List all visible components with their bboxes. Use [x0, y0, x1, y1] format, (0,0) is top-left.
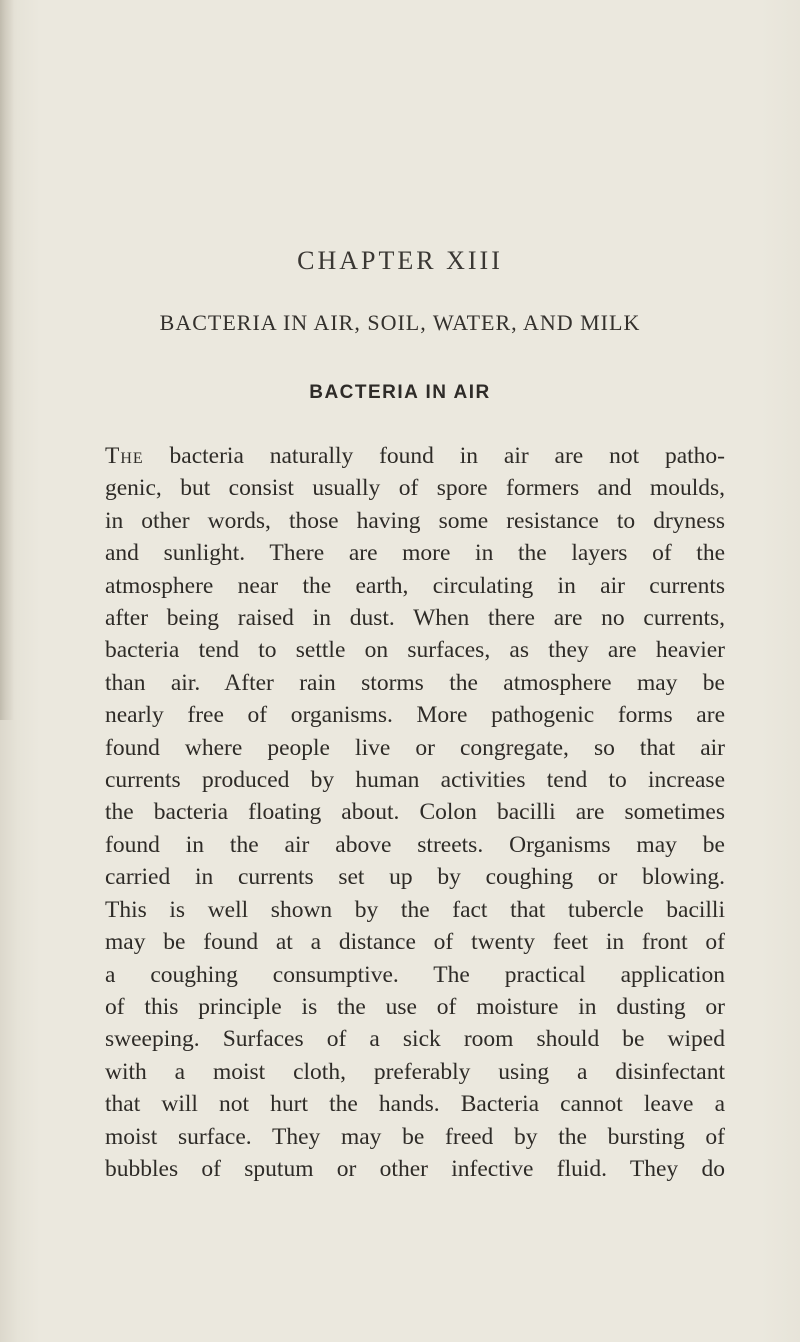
text-line-6: after being raised in dust. When there are no currents, — [105, 605, 725, 632]
text-line-14: carried in currents set up by coughing or blowing. — [105, 864, 725, 891]
text-line-23: bubbles of sputum or other infective fluid. They do — [105, 1155, 725, 1182]
text-line-18: of this principle is the use of moisture in dusting or — [105, 993, 725, 1020]
text-line-19: sweeping. Surfaces of a sick room should be wiped — [105, 1026, 725, 1053]
text-line-15: This is well shown by the fact that tubercle bacilli — [105, 896, 725, 923]
text-line-7: bacteria tend to settle on surfaces, as they are heavier — [105, 637, 725, 664]
text-line-8: than air. After rain storms the atmosphere may be — [105, 669, 725, 696]
text-line-3: in other words, those having some resistance to dryness — [105, 507, 725, 534]
text-line-21: that will not hurt the hands. Bacteria cannot leave a — [105, 1091, 725, 1118]
section-heading: BACTERIA IN AIR — [309, 382, 491, 403]
chapter-number: CHAPTER XIII — [297, 246, 503, 275]
text-line-20: with a moist cloth, preferably using a disinfectant — [105, 1058, 725, 1085]
drop-word: The — [105, 443, 144, 469]
text-line-1-rest: bacteria naturally found in air are not patho- — [143, 443, 725, 469]
chapter-title: BACTERIA IN AIR, SOIL, WATER, AND MILK — [159, 310, 641, 335]
text-line-1 — [105, 440, 725, 472]
text-line-2: genic, but consist usually of spore formers and moulds, — [105, 475, 725, 502]
text-line-5: atmosphere near the earth, circulating in air currents — [105, 572, 725, 599]
text-line-16: may be found at a distance of twenty feet in front of — [105, 929, 725, 956]
text-line-22: moist surface. They may be freed by the bursting of — [105, 1123, 725, 1150]
body-paragraph — [105, 440, 725, 1185]
text-line-9: nearly free of organisms. More pathogenic forms are — [105, 702, 725, 729]
text-line-13: found in the air above streets. Organisms may be — [105, 831, 725, 858]
text-line-4: and sunlight. There are more in the layers of the — [105, 540, 725, 567]
text-line-11: currents produced by human activities tend to increase — [105, 767, 725, 794]
text-line-10: found where people live or congregate, so that air — [105, 734, 725, 761]
page-gutter-shadow — [0, 0, 14, 720]
text-line-12: the bacteria floating about. Colon bacilli are sometimes — [105, 799, 725, 826]
text-line-17: a coughing consumptive. The practical application — [105, 961, 725, 988]
